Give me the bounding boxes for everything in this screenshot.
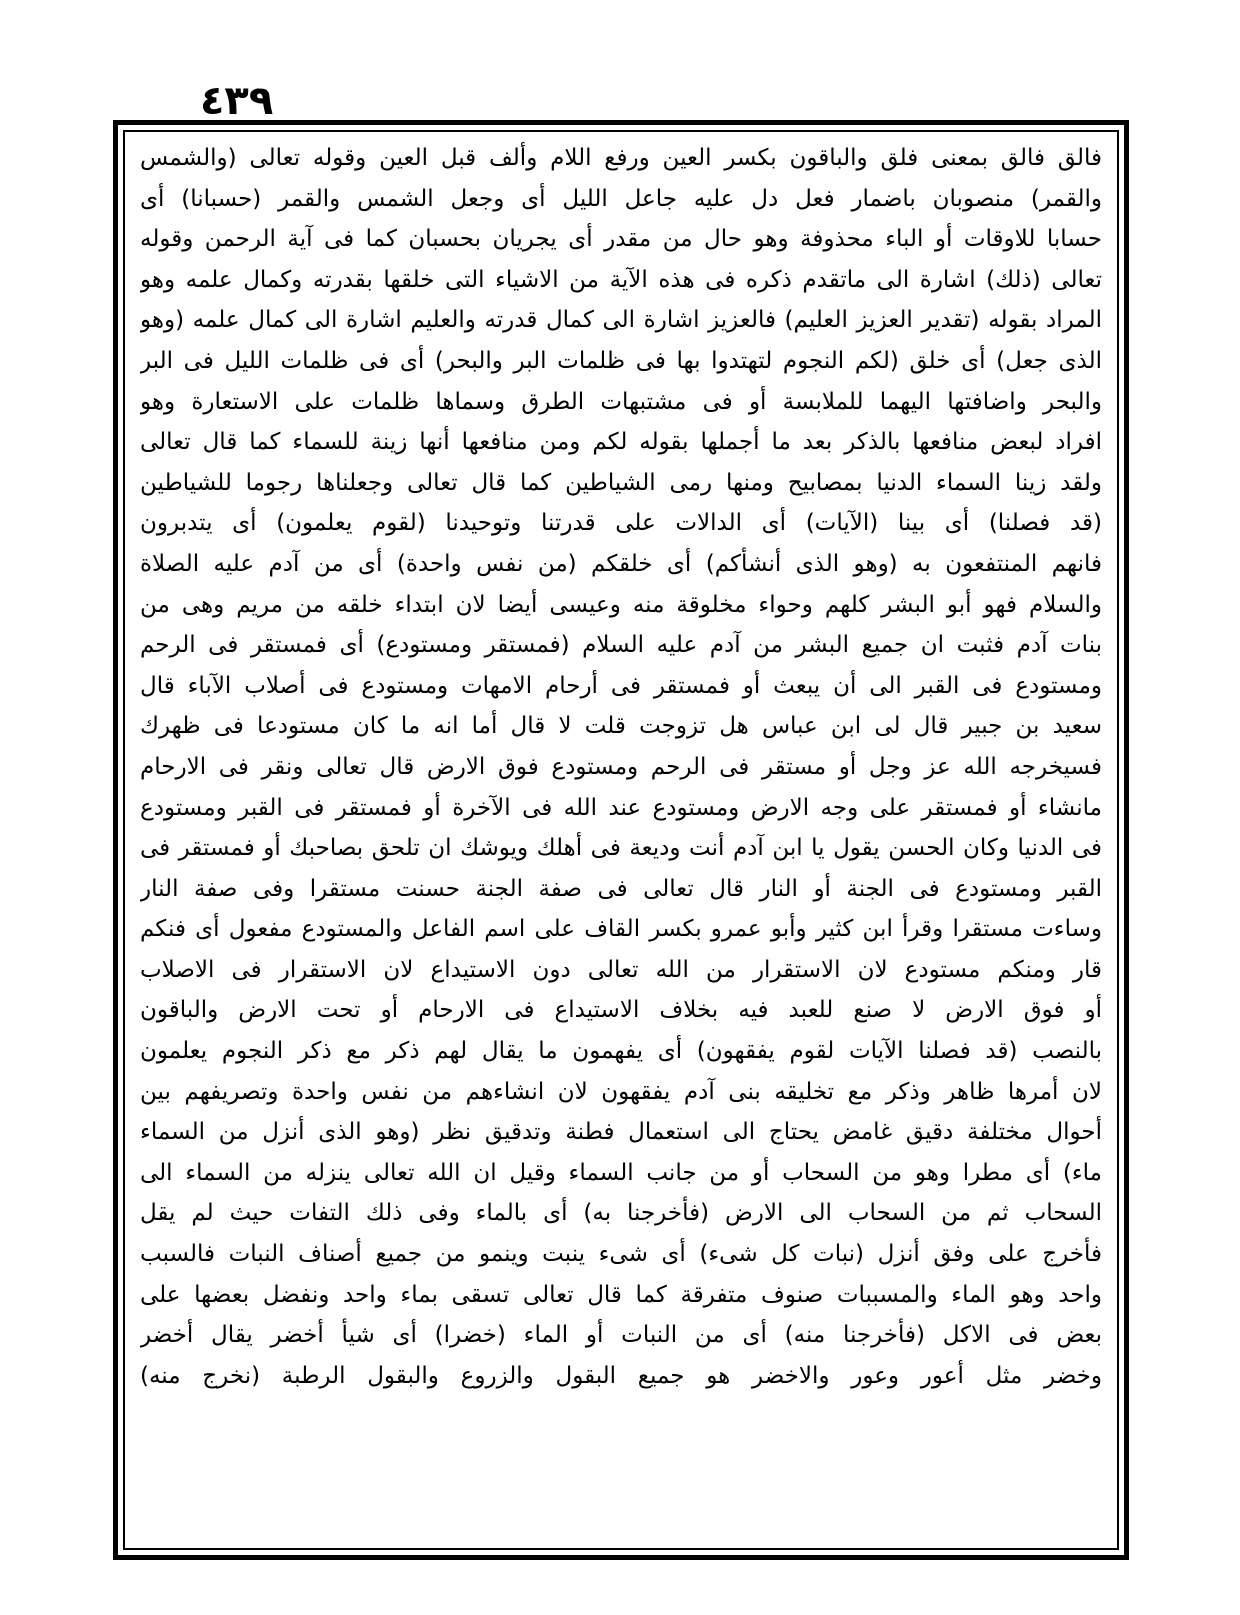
text-line: مانشاء أو فمستقر على وجه الارض ومستودع عند الله فى الآخرة أو فمستقر فى القبر ومستودع xyxy=(140,794,1102,821)
text-line: حسابا للاوقات أو الباء محذوفة وهو حال من مقدر أى يجريان بحسبان كما فى آية الرحمن وقوله xyxy=(140,226,1102,253)
text-line: المراد بقوله (تقدير العزيز العليم) فالعزيز اشارة الى كمال قدرته والعليم اشارة الى كمال علمه (وهو xyxy=(140,307,1102,334)
page-number: ٤٣٩ xyxy=(200,78,274,124)
text-line: افراد لبعض منافعها بالذكر بعد ما أجملها بقوله لكم ومن منافعها أنها زينة للسماء كما قال تعالى xyxy=(140,429,1102,456)
text-line: فالق فالق بمعنى فلق والباقون بكسر العين ورفع اللام وألف قبل العين وقوله تعالى (والشمس xyxy=(140,145,1102,171)
text-line: واحد وهو الماء والمسببات صنوف متفرقة كما قال تعالى تسقى بماء واحد ونفضل بعضها على xyxy=(140,1281,1102,1308)
text-line: وساءت مستقرا وقرأ ابن كثير وأبو عمرو بكسر القاف على اسم الفاعل والمستودع مفعول أى فنكم xyxy=(140,916,1102,943)
text-line: أحوال مختلفة دقيق غامض يحتاج الى استعمال فطنة وتدقيق نظر (وهو الذى أنزل من السماء xyxy=(140,1119,1102,1146)
text-line: وخضر مثل أعور وعور والاخضر هو جميع البقول والزروع والبقول الرطبة (نخرج منه) xyxy=(140,1362,1102,1389)
text-line: السحاب ثم من السحاب الى الارض (فأخرجنا به) أى بالماء وفى ذلك التفات حيث لم يقل xyxy=(140,1200,1102,1227)
commentary-text xyxy=(140,138,1102,1538)
text-line: تعالى (ذلك) اشارة الى ماتقدم ذكره فى هذه الآية من الاشياء التى خلقها بقدرته وكمال علمه وهو xyxy=(140,266,1102,293)
text-line: فسيخرجه الله عز وجل أو مستقر فى الرحم ومستودع فوق الارض قال تعالى ونقر فى الارحام xyxy=(140,753,1102,780)
text-line: (قد فصلنا) أى بينا (الآيات) أى الدالات على قدرتنا وتوحيدنا (لقوم يعلمون) أى يتدبرون xyxy=(140,510,1102,537)
text-line: لان أمرها ظاهر وذكر مع تخليقه بنى آدم يفقهون لان انشاءهم من نفس واحدة وتصريفهم بين xyxy=(140,1078,1102,1105)
text-line: ولقد زينا السماء الدنيا بمصابيح ومنها رمى الشياطين كما قال تعالى وجعلناها رجوما للشياطين xyxy=(140,469,1102,496)
text-line: سعيد بن جبير قال لى ابن عباس هل تزوجت قلت لا قال أما انه ما كان مستودعا فى ظهرك xyxy=(140,713,1102,740)
text-line: قار ومنكم مستودع لان الاستقرار من الله تعالى دون الاستيداع لان الاستقرار فى الاصلاب xyxy=(140,956,1102,983)
text-line: ماء) أى مطرا وهو من السحاب أو من جانب السماء وقيل ان الله تعالى ينزله من السماء الى xyxy=(140,1159,1102,1186)
text-line: ومستودع فى القبر الى أن يبعث أو فمستقر فى أرحام الامهات ومستودع فى أصلاب الآباء قال xyxy=(140,672,1102,699)
text-line: بالنصب (قد فصلنا الآيات لقوم يفقهون) أى يفهمون ما يقال لهم ذكر مع ذكر النجوم يعلمون xyxy=(140,1038,1102,1065)
text-line: الذى جعل) أى خلق (لكم النجوم لتهتدوا بها فى ظلمات البر والبحر) أى فى ظلمات الليل فى البر xyxy=(140,347,1102,374)
text-line: فأخرج على وفق أنزل (نبات كل شىء) أى شىء ينبت وينمو من جميع أصناف النبات فالسبب xyxy=(140,1241,1102,1268)
text-line: بعض فى الاكل (فأخرجنا منه) أى من النبات أو الماء (خضرا) أى شيأ أخضر يقال أخضر xyxy=(140,1322,1102,1349)
text-line: القبر ومستودع فى الجنة أو النار قال تعالى فى صفة الجنة حسنت مستقرا وفى صفة النار xyxy=(140,875,1102,902)
text-line: والقمر) منصوبان باضمار فعل دل عليه جاعل الليل أى وجعل الشمس والقمر (حسبانا) أى xyxy=(140,185,1102,212)
text-line: فانهم المنتفعون به (وهو الذى أنشأكم) أى خلقكم (من نفس واحدة) أى من آدم عليه الصلاة xyxy=(140,550,1102,577)
text-line: بنات آدم فثبت ان جميع البشر من آدم عليه السلام (فمستقر ومستودع) أى فمستقر فى الرحم xyxy=(140,632,1102,659)
text-line: فى الدنيا وكان الحسن يقول يا ابن آدم أنت وديعة فى أهلك ويوشك ان تلحق بصاحبك أو فمستقر فى xyxy=(140,835,1102,862)
text-line: أو فوق الارض لا صنع للعبد فيه بخلاف الاستيداع فى الارحام أو تحت الارض والباقون xyxy=(140,997,1102,1024)
text-line: والسلام فهو أبو البشر كلهم وحواء مخلوقة منه وعيسى أيضا لان ابتداء خلقه من مريم وهى من xyxy=(140,591,1102,618)
text-line: والبحر واضافتها اليهما للملابسة أو فى مشتبهات الطرق وسماها ظلمات على الاستعارة وهو xyxy=(140,388,1102,415)
